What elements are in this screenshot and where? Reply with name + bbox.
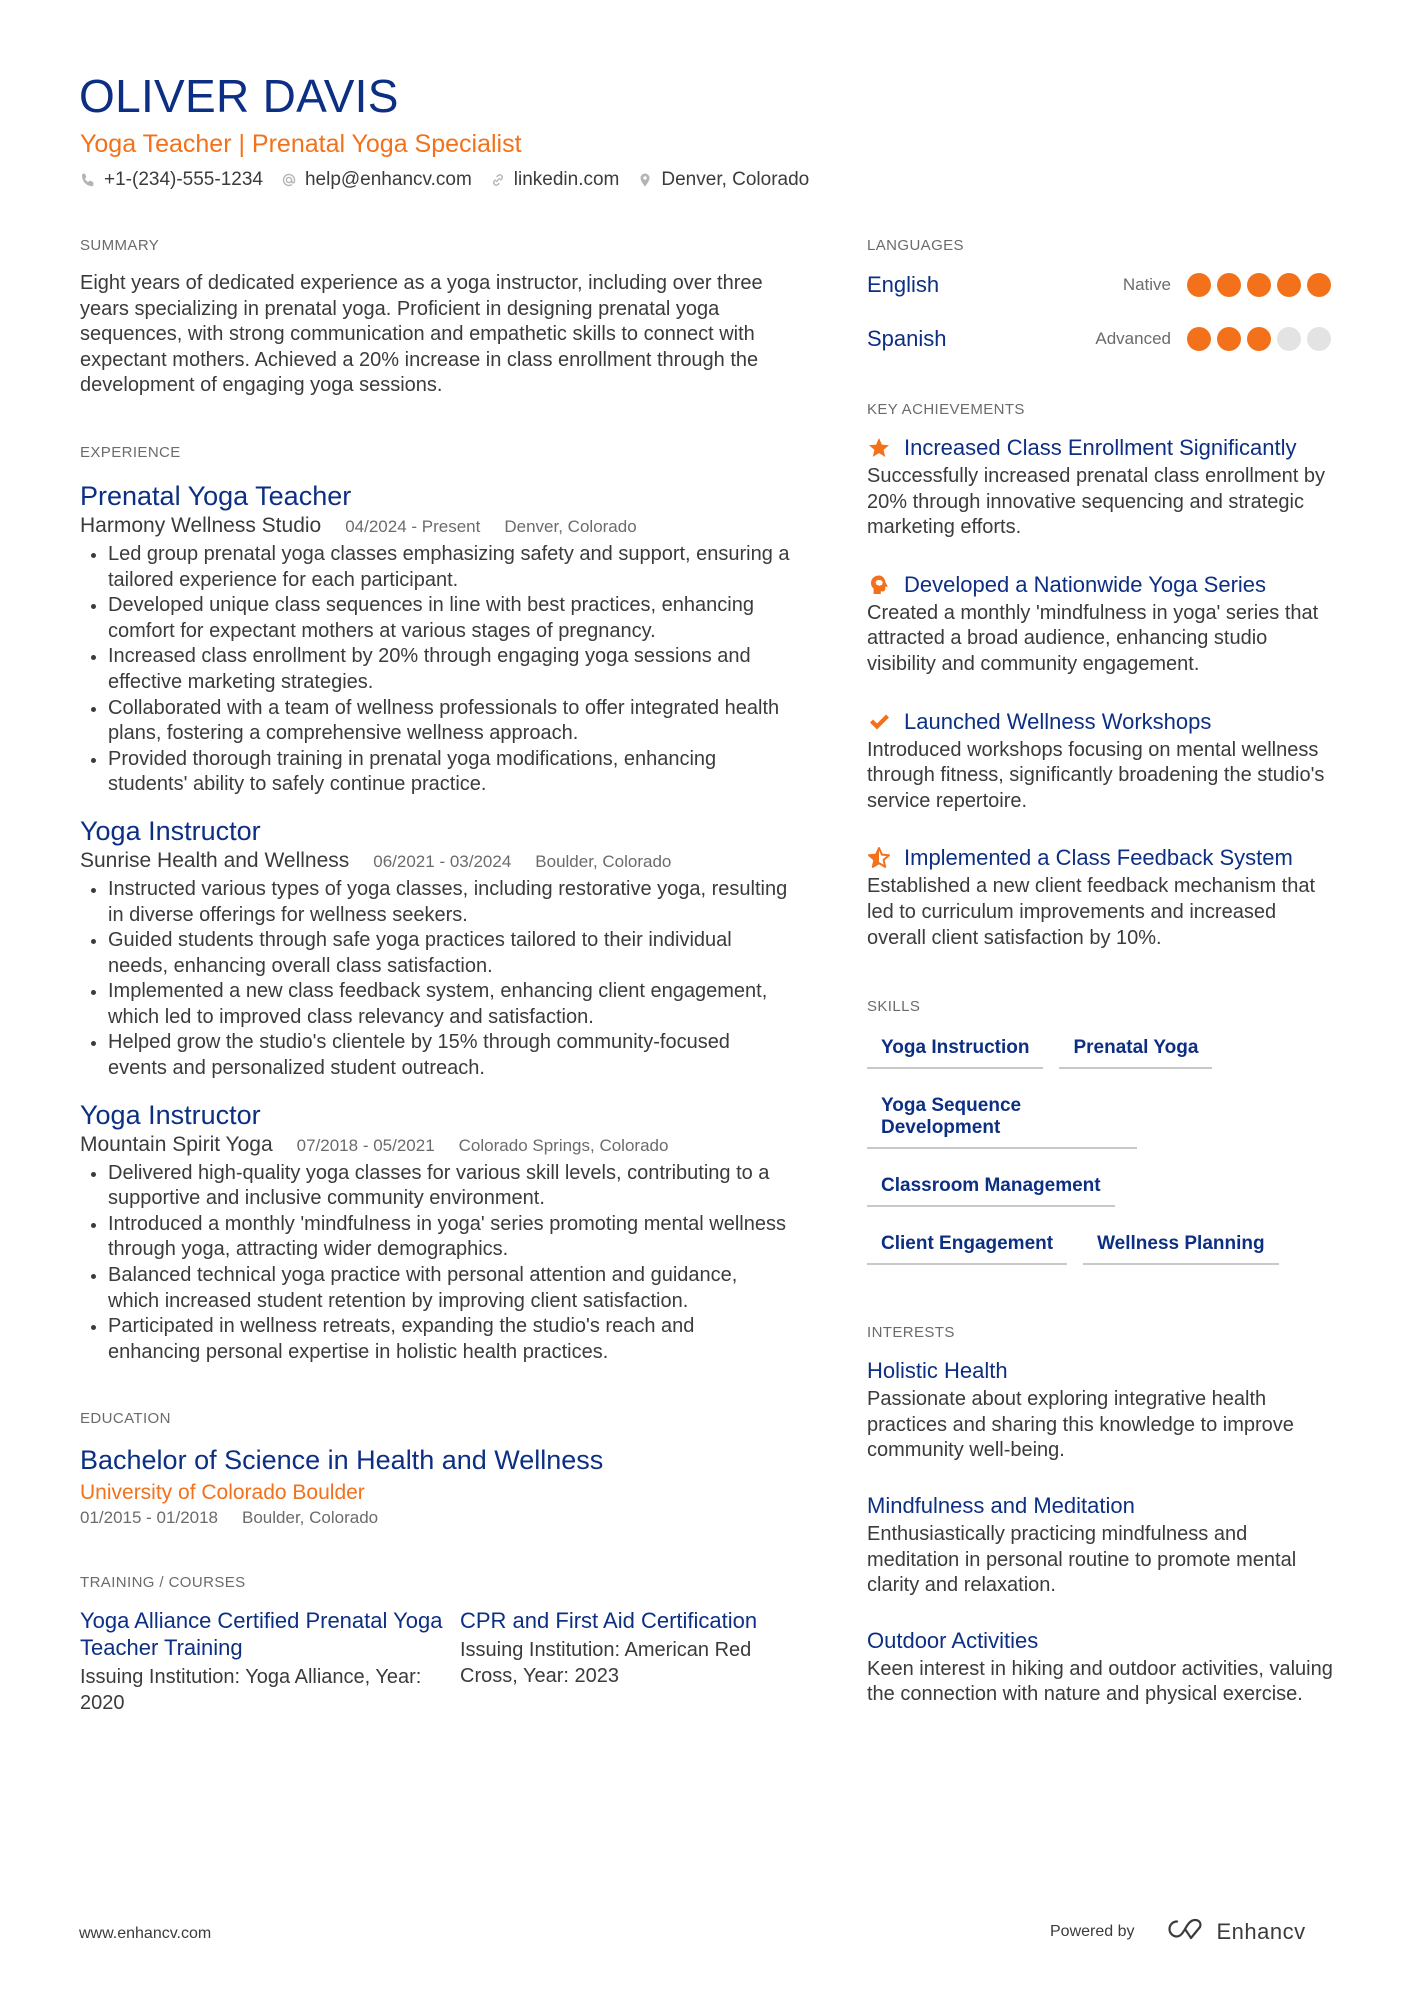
achievement-header (867, 708, 1337, 736)
bullet-item: Instructed various types of yoga classes, including restorative yoga, resulting in diverse offerings for wellness seekers. (80, 877, 790, 928)
bullet-item: Introduced a monthly 'mindfulness in yoga' series promoting mental wellness through yoga, attracting wider demographics. (80, 1212, 790, 1263)
job-meta (80, 848, 790, 875)
summary-text: Eight years of dedicated experience as a yoga instructor, including over three years specializing in prenatal yoga. Proficient in designing prenatal yoga sequences, with strong communication and empathetic skills to connect with expectant mothers. Achieved a 20% increase in class enrollment through the development of engaging yoga sessions. (80, 272, 763, 397)
head-brain-icon (867, 573, 891, 597)
linkedin-text: linkedin.com (513, 169, 620, 190)
achievement-title: Developed a Nationwide Yoga Series (904, 571, 1267, 597)
training-list (80, 1607, 790, 1716)
dot-filled-icon (1277, 273, 1301, 297)
bullet-item: Provided thorough training in prenatal yoga modifications, enhancing students' ability to safely continue practice. (80, 747, 790, 798)
contact-location (637, 167, 809, 193)
languages-section (867, 236, 1337, 354)
phone-text: +1-(234)-555-1234 (104, 169, 263, 190)
achievement-item (867, 708, 1337, 815)
language-level: Advanced (1095, 329, 1171, 348)
proficiency-dots (1187, 273, 1337, 297)
skill-tag: Yoga Sequence Development (867, 1095, 1137, 1149)
contact-bar (80, 167, 827, 193)
dot-filled-icon (1217, 327, 1241, 351)
dot-filled-icon (1247, 327, 1271, 351)
education-meta (80, 1507, 790, 1529)
link-icon (490, 172, 506, 188)
language-row (867, 324, 1337, 354)
job-entry (80, 1098, 790, 1366)
job-title: Yoga Instructor (80, 1099, 261, 1130)
achievement-title: Increased Class Enrollment Significantly (904, 435, 1297, 460)
section-heading: EDUCATION (80, 1410, 171, 1428)
dot-empty-icon (1277, 327, 1301, 351)
achievement-desc: Introduced workshops focusing on mental wellness through fitness, significantly broadening the studio's service repertoire. (867, 738, 1325, 812)
achievement-title: Launched Wellness Workshops (904, 708, 1212, 734)
achievement-title: Implemented a Class Feedback System (904, 845, 1293, 871)
interest-item (867, 1627, 1337, 1708)
powered-by-label: Powered by (1050, 1922, 1135, 1940)
skill-tag: Prenatal Yoga (1059, 1037, 1212, 1069)
education-section (80, 1409, 790, 1529)
job-company: Mountain Spirit Yoga (80, 1132, 273, 1156)
education-degree: Bachelor of Science in Health and Wellness (80, 1445, 604, 1476)
summary-section (80, 236, 790, 399)
training-title: CPR and First Aid Certification (460, 1608, 758, 1634)
contact-linkedin[interactable] (490, 167, 620, 193)
bullet-item: Increased class enrollment by 20% through engaging yoga sessions and effective marketing strategies. (80, 644, 790, 695)
achievement-header (867, 844, 1337, 872)
education-dates: 01/2015 - 01/2018 (80, 1508, 219, 1528)
brand-name: Enhancv (1216, 1918, 1306, 1944)
job-bullets (80, 877, 790, 1082)
skills-list (867, 1037, 1337, 1291)
achievement-header (867, 434, 1337, 462)
location-text: Denver, Colorado (661, 169, 810, 190)
half-star-icon (867, 846, 891, 870)
contact-phone (80, 167, 263, 193)
enhancv-logo-icon (1161, 1916, 1217, 1947)
education-school: University of Colorado Boulder (80, 1481, 365, 1505)
job-location: Boulder, Colorado (535, 851, 672, 871)
bullet-item: Guided students through safe yoga practices tailored to their individual needs, enhancing overall class satisfaction. (80, 928, 790, 979)
job-company: Harmony Wellness Studio (80, 513, 322, 537)
bullet-item: Developed unique class sequences in line with best practices, enhancing comfort for expectant mothers at various stages of pregnancy. (80, 593, 790, 644)
language-level: Native (1122, 275, 1171, 294)
checkmark-icon (867, 710, 891, 734)
job-entry (80, 479, 790, 798)
email-text: help@enhancv.com (304, 169, 472, 190)
skill-tag: Yoga Instruction (867, 1037, 1043, 1069)
candidate-title: Yoga Teacher | Prenatal Yoga Specialist (80, 130, 522, 158)
interest-title: Outdoor Activities (867, 1627, 1039, 1653)
section-heading: TRAINING / COURSES (80, 1574, 246, 1592)
education-location: Boulder, Colorado (242, 1508, 379, 1528)
interest-desc: Passionate about exploring integrative health practices and sharing this knowledge to improve community well-being. (867, 1388, 1294, 1462)
section-heading: EXPERIENCE (80, 443, 181, 461)
job-bullets (80, 1161, 790, 1366)
section-heading: LANGUAGES (867, 237, 964, 254)
dot-filled-icon (1307, 273, 1331, 297)
dot-filled-icon (1187, 273, 1211, 297)
skill-tag: Wellness Planning (1083, 1233, 1279, 1265)
job-bullets (80, 542, 790, 798)
dot-filled-icon (1217, 273, 1241, 297)
candidate-name: OLIVER DAVIS (79, 70, 399, 122)
job-dates: 07/2018 - 05/2021 (296, 1135, 435, 1155)
achievement-item (867, 844, 1337, 951)
skills-section (867, 997, 1337, 1291)
job-location: Colorado Springs, Colorado (458, 1135, 669, 1155)
powered-by-branding[interactable] (1050, 1916, 1306, 1947)
skill-tag: Client Engagement (867, 1233, 1067, 1265)
bullet-item: Collaborated with a team of wellness professionals to offer integrated health plans, fostering a comprehensive wellness approach. (80, 696, 790, 747)
training-item (460, 1607, 790, 1716)
achievement-desc: Created a monthly 'mindfulness in yoga' series that attracted a broad audience, enhancing studio visibility and community engagement. (867, 601, 1319, 675)
job-title: Yoga Instructor (80, 815, 261, 846)
bullet-item: Implemented a new class feedback system, enhancing client engagement, which led to improved class relevancy and satisfaction. (80, 979, 790, 1030)
dot-filled-icon (1247, 273, 1271, 297)
proficiency-dots (1187, 327, 1337, 351)
job-meta (80, 1132, 790, 1159)
achievement-header (867, 571, 1337, 599)
training-desc: Issuing Institution: American Red Cross, Year: 2023 (460, 1639, 752, 1687)
job-location: Denver, Colorado (504, 516, 637, 536)
interests-section (867, 1323, 1337, 1708)
interest-item (867, 1492, 1337, 1599)
dot-filled-icon (1187, 327, 1211, 351)
contact-email[interactable] (281, 167, 472, 193)
training-desc: Issuing Institution: Yoga Alliance, Year: 2020 (80, 1666, 422, 1714)
training-item (80, 1607, 460, 1716)
bullet-item: Helped grow the studio's clientele by 15% through community-focused events and personalized student outreach. (80, 1030, 790, 1081)
section-heading: INTERESTS (867, 1324, 955, 1342)
interest-item (867, 1357, 1337, 1464)
job-entry (80, 814, 790, 1082)
language-name: Spanish (867, 326, 947, 351)
job-dates: 06/2021 - 03/2024 (373, 851, 512, 871)
star-icon (867, 436, 891, 460)
achievement-desc: Successfully increased prenatal class enrollment by 20% through innovative sequencing and strategic marketing efforts. (867, 465, 1325, 539)
training-title: Yoga Alliance Certified Prenatal Yoga Teacher Training (80, 1608, 443, 1661)
interest-desc: Keen interest in hiking and outdoor activities, valuing the connection with nature and physical exercise. (867, 1657, 1333, 1706)
skill-tag: Classroom Management (867, 1175, 1115, 1207)
job-company: Sunrise Health and Wellness (80, 848, 350, 872)
achievement-desc: Established a new client feedback mechanism that led to curriculum improvements and increased overall client satisfaction by 10%. (867, 875, 1316, 949)
interest-title: Mindfulness and Meditation (867, 1492, 1135, 1518)
language-row (867, 270, 1337, 300)
right-column (867, 236, 1337, 1708)
bullet-item: Delivered high-quality yoga classes for various skill levels, contributing to a supportive and inclusive community environment. (80, 1161, 790, 1212)
job-meta (80, 513, 790, 540)
bullet-item: Participated in wellness retreats, expanding the studio's reach and enhancing personal expertise in holistic health practices. (80, 1314, 790, 1365)
job-dates: 04/2024 - Present (345, 516, 481, 536)
section-heading: SUMMARY (80, 237, 160, 254)
job-title: Prenatal Yoga Teacher (80, 480, 352, 511)
bullet-item: Led group prenatal yoga classes emphasizing safety and support, ensuring a tailored experience for each participant. (80, 542, 790, 593)
phone-icon (80, 172, 96, 188)
interest-desc: Enthusiastically practicing mindfulness and meditation in personal routine to promote mental clarity and relaxation. (867, 1522, 1297, 1597)
language-name: English (867, 272, 940, 297)
section-heading: KEY ACHIEVEMENTS (867, 401, 1025, 418)
dot-empty-icon (1307, 327, 1331, 351)
website-link[interactable]: www.enhancv.com (79, 1925, 212, 1942)
achievements-section (867, 400, 1337, 951)
at-icon (281, 172, 297, 188)
interest-title: Holistic Health (867, 1358, 1008, 1384)
left-column (80, 236, 790, 1717)
achievement-item (867, 434, 1337, 541)
section-heading: SKILLS (867, 998, 921, 1016)
achievement-item (867, 571, 1337, 678)
location-pin-icon (637, 172, 653, 188)
training-section (80, 1573, 790, 1716)
bullet-item: Balanced technical yoga practice with personal attention and guidance, which increased student retention by improving client satisfaction. (80, 1263, 790, 1314)
experience-section (80, 443, 790, 1365)
